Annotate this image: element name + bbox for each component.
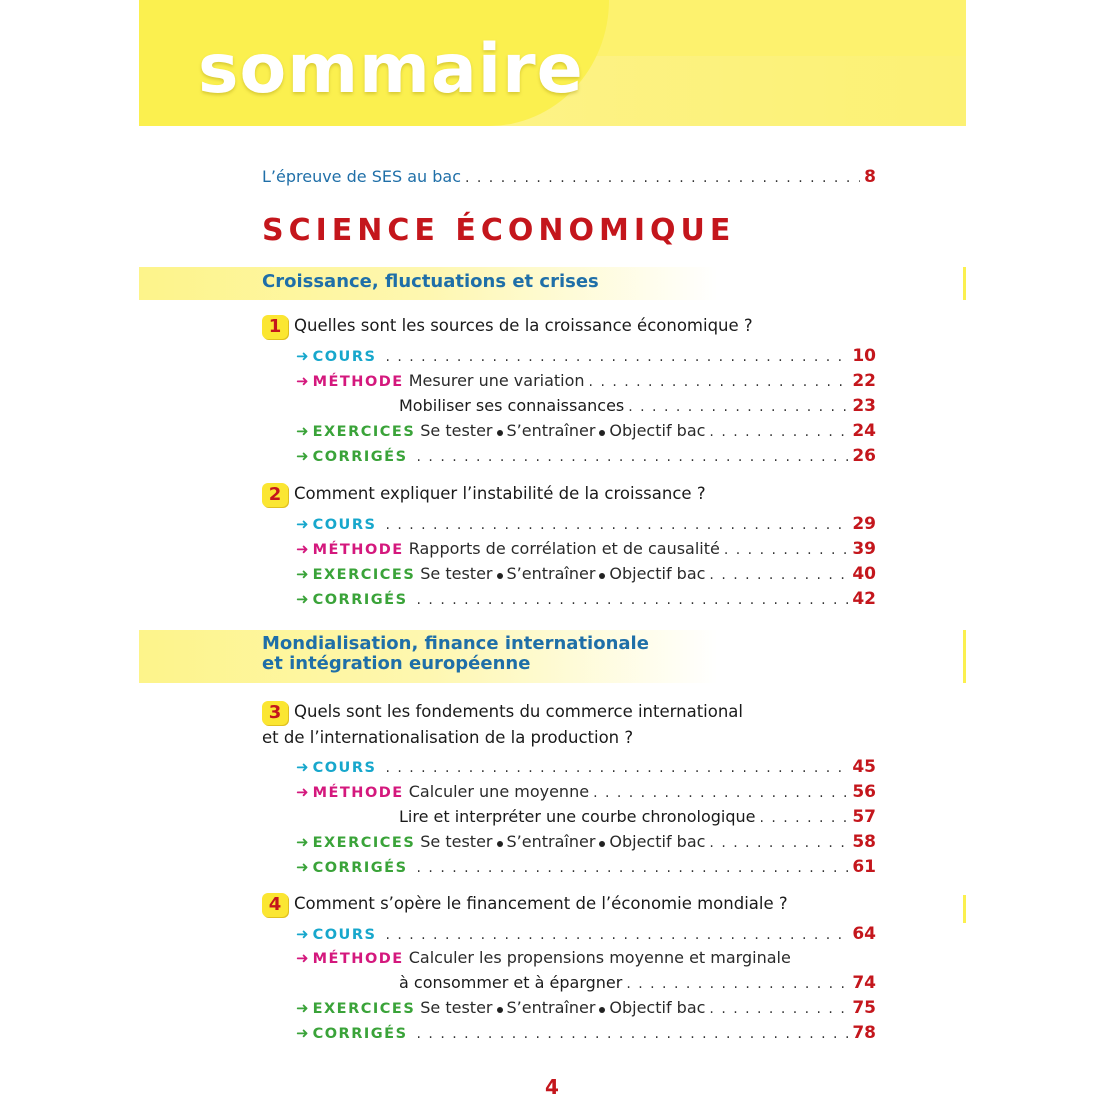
arrow-right-icon: ➜ bbox=[296, 833, 309, 851]
methode-label: MÉTHODE bbox=[312, 785, 404, 801]
methode-text: Rapports de corrélation et de causalité bbox=[408, 539, 720, 558]
toc-entry-methode[interactable] bbox=[296, 947, 876, 970]
arrow-right-icon: ➜ bbox=[296, 949, 309, 967]
toc-entry-methode[interactable] bbox=[399, 806, 876, 829]
bullet-icon bbox=[497, 841, 503, 847]
toc-entry-cours[interactable] bbox=[296, 513, 876, 536]
chapter-title: Quelles sont les sources de la croissance économique ? bbox=[294, 316, 753, 335]
objectif-text: Objectif bac bbox=[609, 832, 706, 851]
arrow-right-icon: ➜ bbox=[296, 590, 309, 608]
sentrainer-text: S’entraîner bbox=[506, 421, 596, 440]
bullet-icon bbox=[599, 430, 605, 436]
toc-entry-corriges[interactable] bbox=[296, 1022, 876, 1045]
cours-label: COURS bbox=[312, 349, 377, 365]
cours-label: COURS bbox=[312, 517, 377, 533]
toc-entry-methode[interactable] bbox=[296, 370, 876, 393]
chapter-number-badge: 2 bbox=[262, 483, 288, 507]
page-ref: 56 bbox=[852, 782, 876, 802]
dot-leader bbox=[626, 973, 848, 995]
dot-leader bbox=[385, 757, 848, 779]
exercices-label: EXERCICES bbox=[312, 424, 416, 440]
arrow-right-icon: ➜ bbox=[296, 925, 309, 943]
margin-mark bbox=[963, 895, 966, 923]
cours-label: COURS bbox=[312, 760, 377, 776]
dot-leader bbox=[417, 589, 849, 611]
bullet-icon bbox=[599, 1007, 605, 1013]
arrow-right-icon: ➜ bbox=[296, 565, 309, 583]
theme-title-line: Mondialisation, finance internationale bbox=[262, 633, 649, 654]
chapter-number-badge: 3 bbox=[262, 701, 288, 725]
toc-entry-corriges[interactable] bbox=[296, 856, 876, 879]
sentrainer-text: S’entraîner bbox=[506, 998, 596, 1017]
chapter-1-heading[interactable] bbox=[262, 313, 882, 339]
theme-title: Croissance, fluctuations et crises bbox=[262, 271, 599, 292]
objectif-text: Objectif bac bbox=[609, 564, 706, 583]
page-ref: 8 bbox=[864, 167, 876, 187]
corriges-label: CORRIGÉS bbox=[312, 449, 408, 465]
toc-entry-methode[interactable] bbox=[399, 972, 876, 995]
page-ref: 24 bbox=[852, 421, 876, 441]
arrow-right-icon: ➜ bbox=[296, 515, 309, 533]
dot-leader bbox=[724, 539, 848, 561]
objectif-text: Objectif bac bbox=[609, 421, 706, 440]
toc-entry-cours[interactable] bbox=[296, 345, 876, 368]
toc-entry-exercices[interactable] bbox=[296, 997, 876, 1020]
methode-label: MÉTHODE bbox=[312, 374, 404, 390]
dot-leader bbox=[385, 924, 848, 946]
toc-entry-corriges[interactable] bbox=[296, 588, 876, 611]
arrow-right-icon: ➜ bbox=[296, 422, 309, 440]
chapter-title: et de l’internationalisation de la production ? bbox=[262, 727, 634, 747]
dot-leader bbox=[417, 1023, 849, 1045]
arrow-right-icon: ➜ bbox=[296, 858, 309, 876]
page-ref: 23 bbox=[852, 396, 876, 416]
dot-leader bbox=[759, 807, 848, 829]
bullet-icon bbox=[599, 841, 605, 847]
methode-label: MÉTHODE bbox=[312, 542, 404, 558]
page-ref: 39 bbox=[852, 539, 876, 559]
dot-leader bbox=[385, 346, 848, 368]
arrow-right-icon: ➜ bbox=[296, 758, 309, 776]
corriges-label: CORRIGÉS bbox=[312, 592, 408, 608]
exercices-label: EXERCICES bbox=[312, 567, 416, 583]
arrow-right-icon: ➜ bbox=[296, 1024, 309, 1042]
chapter-title: Comment expliquer l’instabilité de la croissance ? bbox=[294, 484, 706, 503]
se-tester-text: Se tester bbox=[420, 421, 493, 440]
dot-leader bbox=[589, 371, 849, 393]
corriges-label: CORRIGÉS bbox=[312, 860, 408, 876]
page-ref: 64 bbox=[852, 924, 876, 944]
chapter-title: Comment s’opère le financement de l’économie mondiale ? bbox=[294, 894, 788, 913]
page-ref: 42 bbox=[852, 589, 876, 609]
dot-leader bbox=[417, 446, 849, 468]
theme-title bbox=[262, 634, 649, 674]
bullet-icon bbox=[497, 573, 503, 579]
chapter-number-badge: 1 bbox=[262, 315, 288, 339]
sentrainer-text: S’entraîner bbox=[506, 832, 596, 851]
page-number: 4 bbox=[545, 1075, 559, 1099]
theme-title-line: et intégration européenne bbox=[262, 653, 531, 674]
methode-label: MÉTHODE bbox=[312, 951, 404, 967]
toc-entry-exercices[interactable] bbox=[296, 563, 876, 586]
page-title: sommaire bbox=[198, 30, 584, 109]
methode-text: Lire et interpréter une courbe chronologique bbox=[399, 807, 756, 826]
toc-entry-methode[interactable] bbox=[296, 781, 876, 804]
dot-leader bbox=[593, 782, 848, 804]
methode-text: à consommer et à épargner bbox=[399, 973, 623, 992]
objectif-text: Objectif bac bbox=[609, 998, 706, 1017]
chapter-3-heading[interactable] bbox=[262, 699, 882, 750]
page-ref: 78 bbox=[852, 1023, 876, 1043]
page-ref: 29 bbox=[852, 514, 876, 534]
toc-entry-exercices[interactable] bbox=[296, 420, 876, 443]
page-ref: 57 bbox=[852, 807, 876, 827]
arrow-right-icon: ➜ bbox=[296, 999, 309, 1017]
page-ref: 61 bbox=[852, 857, 876, 877]
page-ref: 45 bbox=[852, 757, 876, 777]
bullet-icon bbox=[599, 573, 605, 579]
dot-leader bbox=[709, 421, 848, 443]
toc-entry-corriges[interactable] bbox=[296, 445, 876, 468]
dot-leader bbox=[465, 167, 860, 189]
arrow-right-icon: ➜ bbox=[296, 447, 309, 465]
methode-text: Calculer une moyenne bbox=[408, 782, 590, 801]
corriges-label: CORRIGÉS bbox=[312, 1026, 408, 1042]
dot-leader bbox=[709, 832, 848, 854]
dot-leader bbox=[417, 857, 849, 879]
page-ref: 10 bbox=[852, 346, 876, 366]
chapter-title: Quels sont les fondements du commerce international bbox=[294, 702, 743, 721]
page-ref: 22 bbox=[852, 371, 876, 391]
dot-leader bbox=[709, 998, 848, 1020]
cours-label: COURS bbox=[312, 927, 377, 943]
toc-entry-cours[interactable] bbox=[296, 923, 876, 946]
arrow-right-icon: ➜ bbox=[296, 372, 309, 390]
toc-entry-label: L’épreuve de SES au bac bbox=[262, 167, 461, 186]
se-tester-text: Se tester bbox=[420, 998, 493, 1017]
exercices-label: EXERCICES bbox=[312, 1001, 416, 1017]
arrow-right-icon: ➜ bbox=[296, 540, 309, 558]
section-title: SCIENCE ÉCONOMIQUE bbox=[262, 213, 736, 248]
methode-text: Calculer les propensions moyenne et marginale bbox=[408, 948, 791, 967]
exercices-label: EXERCICES bbox=[312, 835, 416, 851]
se-tester-text: Se tester bbox=[420, 564, 493, 583]
toc-entry-cours[interactable] bbox=[296, 756, 876, 779]
chapter-2-heading[interactable] bbox=[262, 481, 882, 507]
bullet-icon bbox=[497, 430, 503, 436]
dot-leader bbox=[709, 564, 848, 586]
arrow-right-icon: ➜ bbox=[296, 347, 309, 365]
sentrainer-text: S’entraîner bbox=[506, 564, 596, 583]
toc-entry-exercices[interactable] bbox=[296, 831, 876, 854]
page-ref: 58 bbox=[852, 832, 876, 852]
page-ref: 26 bbox=[852, 446, 876, 466]
dot-leader bbox=[385, 514, 848, 536]
dot-leader bbox=[628, 396, 848, 418]
chapter-4-heading[interactable] bbox=[262, 891, 882, 917]
arrow-right-icon: ➜ bbox=[296, 783, 309, 801]
page-ref: 74 bbox=[852, 973, 876, 993]
methode-text: Mesurer une variation bbox=[408, 371, 585, 390]
se-tester-text: Se tester bbox=[420, 832, 493, 851]
chapter-number-badge: 4 bbox=[262, 893, 288, 917]
page-ref: 75 bbox=[852, 998, 876, 1018]
toc-entry-methode[interactable] bbox=[296, 538, 876, 561]
toc-entry-intro[interactable] bbox=[262, 166, 876, 189]
page-ref: 40 bbox=[852, 564, 876, 584]
methode-text: Mobiliser ses connaissances bbox=[399, 396, 625, 415]
toc-entry-methode[interactable] bbox=[399, 395, 876, 418]
bullet-icon bbox=[497, 1007, 503, 1013]
